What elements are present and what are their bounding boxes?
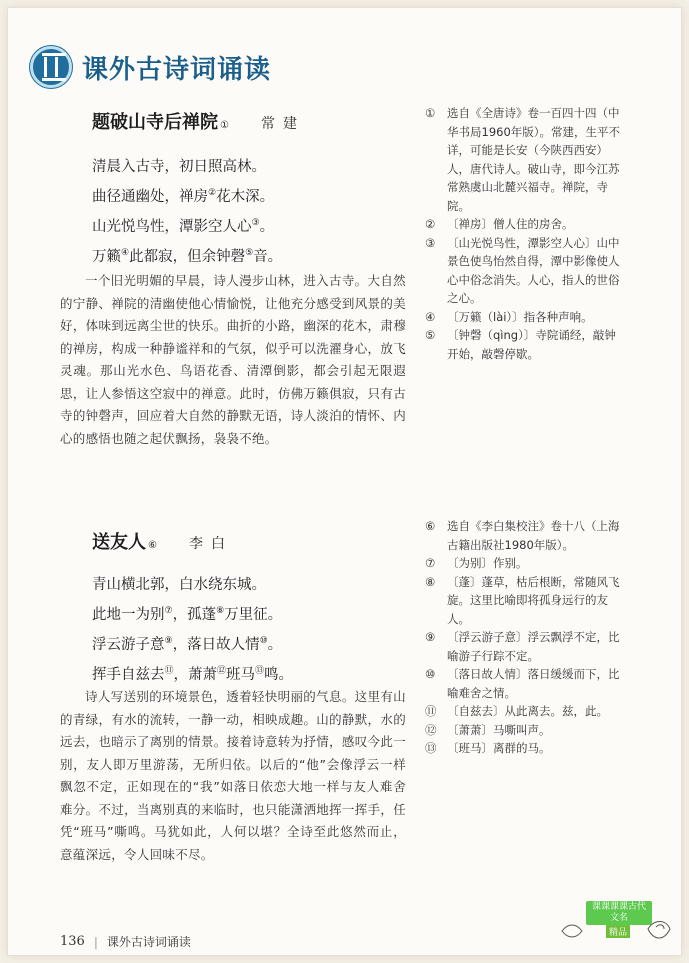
note-item: ⑪ 〔自兹去〕从此离去。兹，此。 (425, 704, 608, 718)
poem1-author: 常建 (260, 116, 305, 132)
section-title: 课外古诗词诵读 (82, 54, 272, 85)
footer-divider: | (93, 934, 98, 949)
stamp-line2: 精品 (606, 925, 630, 938)
poem1-line: 万籁④此都寂，但余钟磬⑤音。 (92, 247, 283, 265)
poem1-notes (425, 104, 622, 363)
page-footer (60, 933, 191, 950)
note-item: ⑬ 〔班马〕离群的马。 (425, 741, 551, 755)
note-item: ④ 〔万籁（lài）〕指各种声响。 (425, 309, 593, 324)
poem2-title-footnote: ⑥ (148, 540, 157, 551)
note-item: ② 〔禅房〕僧人住的房舍。 (425, 217, 574, 231)
footer-section: 课外古诗词诵读 (106, 935, 191, 949)
poem2-heading (92, 528, 233, 554)
poem1-line: 清晨入古寺，初日照高林。 (92, 159, 266, 175)
poem1-line: 山光悦鸟性，潭影空人心③。 (92, 217, 275, 235)
poem1-heading (92, 108, 305, 134)
poem1-commentary: 一个旧光明媚的早晨，诗人漫步山林，进入古寺。大自然的宁静、禅院的清幽使他心情愉悦，让他充分感受到风景的美好，体味到远离尘世的快乐。曲折的小路，幽深的花木，肃穆的禅房，构成一种静谧祥和的气氛，似乎可以洗濯身心，放飞灵魂。那山光水色、鸟语花香、清潭倒影，都会引起无限遐思，让人参悟这空寂中的禅意。此时，仿佛万籁俱寂，只有古寺的钟磬声，回应着大自然的静默无语，诗人淡泊的情怀、内心的感悟也随之起伏飘扬，袅袅不绝。 (60, 273, 406, 446)
note-item: ⑨ 〔浮云游子意〕浮云飘浮不定，比喻游子行踪不定。 (425, 630, 620, 663)
poem1-line: 曲径通幽处，禅房②花木深。 (92, 188, 275, 205)
note-item: ⑩ 〔落日故人情〕落日缓缓而下，比喻难舍之情。 (425, 667, 620, 700)
publisher-stamp (556, 901, 676, 947)
poem2-line: 挥手自兹去⑪，萧萧⑫班马⑬鸣。 (92, 665, 294, 683)
poem2-verses (92, 572, 293, 687)
note-item: ⑧ 〔蓬〕蓬草，枯后根断，常随风飞旋。这里比喻即将孤身远行的友人。 (425, 574, 620, 626)
poem1-verses (92, 154, 282, 269)
poem1-title-footnote: ① (220, 120, 229, 131)
poem2-notes (425, 517, 622, 758)
poem2-line: 浮云游子意⑨，落日故人情⑩。 (92, 635, 283, 653)
poem2-author: 李白 (188, 536, 233, 552)
note-item: ⑫ 〔萧萧〕马嘶叫声。 (425, 722, 551, 737)
poem2-commentary: 诗人写送别的环境景色，透着轻快明丽的气息。这里有山的青绿，有水的流转，一静一动，相映成趣。山的静默，水的远去，也暗示了离别的情景。接着诗意转为抒情，感叹今此一别，友人即万里游荡，无所归依。以后的“他”会像浮云一样飘忽不定，正如现在的“我”如落日依恋大地一样与友人难舍难分。不过，当离别真的来临时，也只能潇洒地挥一挥手，任凭“班马”嘶鸣。马犹如此，人何以堪？全诗至此悠然而止，意蕴深远，令人回味不尽。 (60, 689, 406, 862)
section-header (30, 45, 271, 89)
section-badge-icon (30, 46, 72, 88)
poem2-title: 送友人 (92, 532, 146, 553)
note-item: ⑥ 选自《李白集校注》卷十八（上海古籍出版社1980年版）。 (425, 519, 620, 552)
textbook-page (8, 8, 681, 955)
note-item: ③ 〔山光悦鸟性，潭影空人心〕山中景色使鸟怡然自得，潭中影像使人心中俗念消失。人心，指人的世俗之心。 (425, 235, 620, 305)
note-item: ⑦ 〔为别〕作别。 (425, 556, 528, 570)
poem2-line: 此地一为别⑦，孤蓬⑧万里征。 (92, 606, 283, 623)
note-item: ① 选自《全唐诗》卷一百四十四（中华书局1960年版）。常建，生平不详，可能是长安（今陕西西安）人，唐代诗人。破山寺，即今江苏常熟虞山北麓兴福寺。禅院，寺院。 (425, 106, 621, 213)
poem2-line: 青山横北郭，白水绕东城。 (92, 577, 266, 593)
page-number: 136 (60, 934, 85, 949)
poem1-title: 题破山寺后禅院 (92, 112, 218, 133)
note-item: ⑤ 〔钟磬（qìng）〕寺院诵经，敲钟开始，敲磬停歇。 (425, 328, 616, 361)
stamp-line1: 课课课课古代文名 (586, 901, 652, 925)
